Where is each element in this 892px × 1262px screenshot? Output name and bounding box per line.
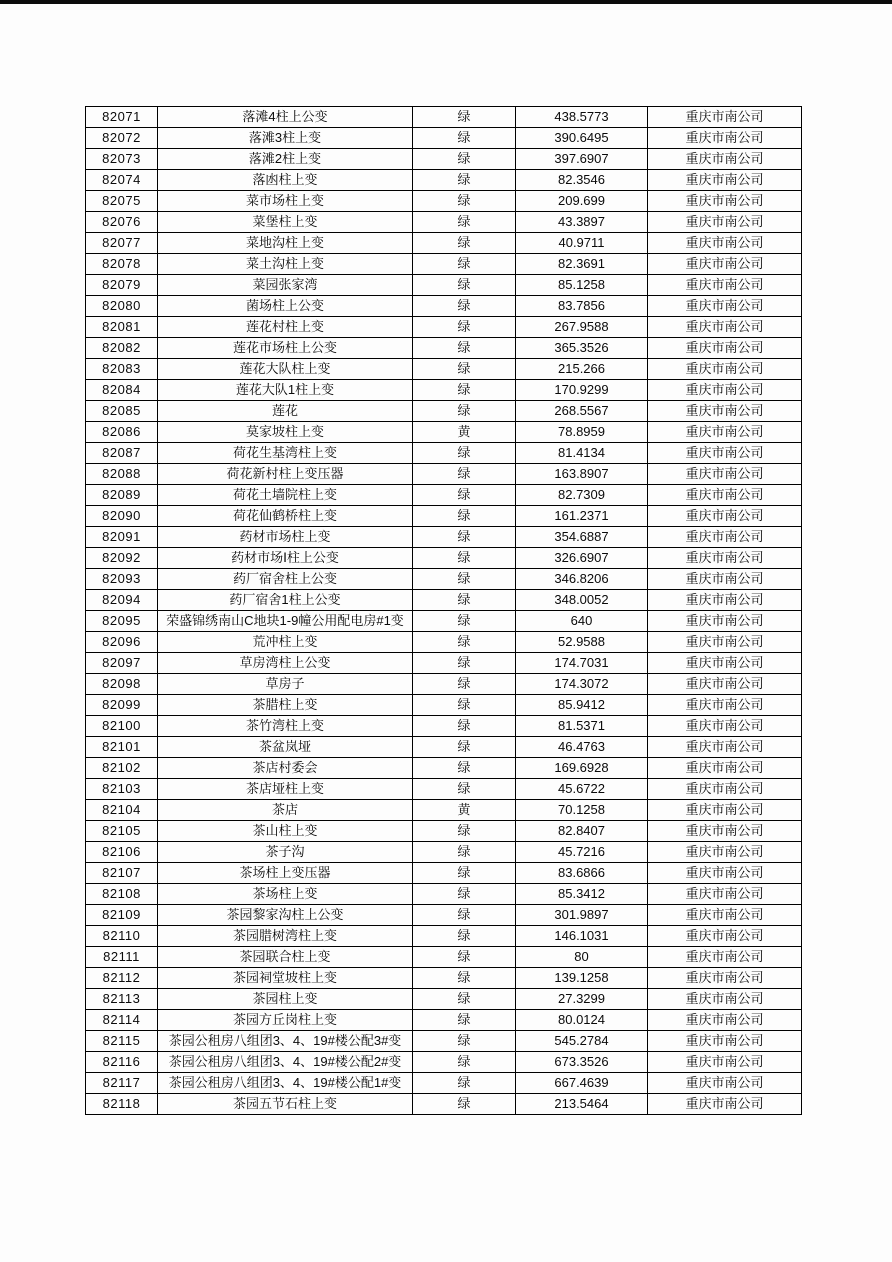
cell-status: 绿 xyxy=(413,632,516,653)
cell-status: 绿 xyxy=(413,128,516,149)
table-row xyxy=(86,317,802,338)
cell-status: 绿 xyxy=(413,1073,516,1094)
cell-value: 161.2371 xyxy=(516,506,648,527)
cell-name: 茶园公租房八组团3、4、19#楼公配2#变 xyxy=(158,1052,413,1073)
table-row xyxy=(86,1010,802,1031)
table-row xyxy=(86,170,802,191)
cell-status: 绿 xyxy=(413,926,516,947)
cell-name: 荷花土墙院柱上变 xyxy=(158,485,413,506)
cell-status: 绿 xyxy=(413,1010,516,1031)
cell-company: 重庆市南公司 xyxy=(648,254,802,275)
cell-id: 82109 xyxy=(86,905,158,926)
cell-status: 绿 xyxy=(413,863,516,884)
table-row xyxy=(86,947,802,968)
cell-company: 重庆市南公司 xyxy=(648,527,802,548)
table-row xyxy=(86,800,802,821)
cell-value: 667.4639 xyxy=(516,1073,648,1094)
cell-value: 81.5371 xyxy=(516,716,648,737)
cell-value: 43.3897 xyxy=(516,212,648,233)
table-row xyxy=(86,758,802,779)
cell-status: 绿 xyxy=(413,674,516,695)
cell-company: 重庆市南公司 xyxy=(648,1073,802,1094)
cell-id: 82088 xyxy=(86,464,158,485)
cell-value: 209.699 xyxy=(516,191,648,212)
cell-company: 重庆市南公司 xyxy=(648,716,802,737)
cell-id: 82113 xyxy=(86,989,158,1010)
cell-value: 81.4134 xyxy=(516,443,648,464)
cell-id: 82096 xyxy=(86,632,158,653)
cell-company: 重庆市南公司 xyxy=(648,149,802,170)
cell-status: 绿 xyxy=(413,611,516,632)
cell-status: 绿 xyxy=(413,107,516,128)
table-row xyxy=(86,716,802,737)
table-row xyxy=(86,1073,802,1094)
cell-id: 82094 xyxy=(86,590,158,611)
cell-company: 重庆市南公司 xyxy=(648,758,802,779)
cell-company: 重庆市南公司 xyxy=(648,947,802,968)
cell-id: 82112 xyxy=(86,968,158,989)
table-row xyxy=(86,968,802,989)
cell-status: 绿 xyxy=(413,968,516,989)
cell-name: 茶园腊树湾柱上变 xyxy=(158,926,413,947)
cell-status: 绿 xyxy=(413,338,516,359)
cell-company: 重庆市南公司 xyxy=(648,779,802,800)
cell-status: 绿 xyxy=(413,212,516,233)
cell-company: 重庆市南公司 xyxy=(648,1094,802,1115)
cell-company: 重庆市南公司 xyxy=(648,506,802,527)
cell-value: 85.1258 xyxy=(516,275,648,296)
cell-value: 673.3526 xyxy=(516,1052,648,1073)
cell-name: 莲花村柱上变 xyxy=(158,317,413,338)
cell-id: 82091 xyxy=(86,527,158,548)
table-row xyxy=(86,779,802,800)
cell-id: 82105 xyxy=(86,821,158,842)
cell-company: 重庆市南公司 xyxy=(648,233,802,254)
cell-company: 重庆市南公司 xyxy=(648,884,802,905)
cell-company: 重庆市南公司 xyxy=(648,1010,802,1031)
cell-name: 茶园联合柱上变 xyxy=(158,947,413,968)
table-row xyxy=(86,989,802,1010)
cell-company: 重庆市南公司 xyxy=(648,653,802,674)
table-row xyxy=(86,590,802,611)
cell-company: 重庆市南公司 xyxy=(648,443,802,464)
cell-value: 52.9588 xyxy=(516,632,648,653)
cell-id: 82085 xyxy=(86,401,158,422)
cell-status: 绿 xyxy=(413,191,516,212)
cell-status: 绿 xyxy=(413,821,516,842)
cell-id: 82107 xyxy=(86,863,158,884)
cell-name: 茶店 xyxy=(158,800,413,821)
cell-status: 绿 xyxy=(413,170,516,191)
table-row xyxy=(86,254,802,275)
cell-company: 重庆市南公司 xyxy=(648,968,802,989)
table-container xyxy=(85,106,802,1115)
cell-company: 重庆市南公司 xyxy=(648,632,802,653)
cell-company: 重庆市南公司 xyxy=(648,905,802,926)
table-row xyxy=(86,527,802,548)
cell-id: 82114 xyxy=(86,1010,158,1031)
cell-status: 绿 xyxy=(413,1094,516,1115)
cell-name: 菜堡柱上变 xyxy=(158,212,413,233)
cell-name: 药厂宿舍1柱上公变 xyxy=(158,590,413,611)
cell-status: 绿 xyxy=(413,548,516,569)
cell-name: 落凼柱上变 xyxy=(158,170,413,191)
cell-company: 重庆市南公司 xyxy=(648,926,802,947)
table-row xyxy=(86,632,802,653)
cell-id: 82090 xyxy=(86,506,158,527)
cell-name: 茶场柱上变压器 xyxy=(158,863,413,884)
cell-id: 82087 xyxy=(86,443,158,464)
cell-id: 82080 xyxy=(86,296,158,317)
table-row xyxy=(86,233,802,254)
cell-value: 163.8907 xyxy=(516,464,648,485)
cell-status: 绿 xyxy=(413,296,516,317)
cell-value: 301.9897 xyxy=(516,905,648,926)
cell-name: 落滩4柱上公变 xyxy=(158,107,413,128)
cell-status: 绿 xyxy=(413,779,516,800)
cell-name: 菜园张家湾 xyxy=(158,275,413,296)
cell-value: 438.5773 xyxy=(516,107,648,128)
cell-value: 545.2784 xyxy=(516,1031,648,1052)
cell-value: 174.7031 xyxy=(516,653,648,674)
table-row xyxy=(86,1094,802,1115)
cell-status: 绿 xyxy=(413,989,516,1010)
cell-id: 82102 xyxy=(86,758,158,779)
cell-company: 重庆市南公司 xyxy=(648,863,802,884)
cell-value: 83.6866 xyxy=(516,863,648,884)
table-row xyxy=(86,821,802,842)
cell-value: 326.6907 xyxy=(516,548,648,569)
cell-status: 绿 xyxy=(413,149,516,170)
table-row xyxy=(86,191,802,212)
cell-name: 茶场柱上变 xyxy=(158,884,413,905)
cell-value: 80 xyxy=(516,947,648,968)
cell-id: 82118 xyxy=(86,1094,158,1115)
cell-status: 绿 xyxy=(413,506,516,527)
cell-company: 重庆市南公司 xyxy=(648,800,802,821)
cell-name: 菜地沟柱上变 xyxy=(158,233,413,254)
cell-name: 草房子 xyxy=(158,674,413,695)
cell-name: 荒冲柱上变 xyxy=(158,632,413,653)
cell-id: 82108 xyxy=(86,884,158,905)
cell-value: 85.9412 xyxy=(516,695,648,716)
cell-company: 重庆市南公司 xyxy=(648,359,802,380)
cell-status: 绿 xyxy=(413,254,516,275)
cell-value: 82.3691 xyxy=(516,254,648,275)
cell-id: 82079 xyxy=(86,275,158,296)
cell-id: 82083 xyxy=(86,359,158,380)
cell-value: 268.5567 xyxy=(516,401,648,422)
cell-company: 重庆市南公司 xyxy=(648,842,802,863)
cell-status: 绿 xyxy=(413,884,516,905)
cell-name: 落滩2柱上变 xyxy=(158,149,413,170)
table-row xyxy=(86,149,802,170)
table-row xyxy=(86,1031,802,1052)
cell-name: 荣盛锦绣南山C地块1-9幢公用配电房#1变 xyxy=(158,611,413,632)
cell-id: 82100 xyxy=(86,716,158,737)
cell-id: 82082 xyxy=(86,338,158,359)
cell-status: 绿 xyxy=(413,947,516,968)
cell-id: 82099 xyxy=(86,695,158,716)
cell-value: 215.266 xyxy=(516,359,648,380)
cell-id: 82086 xyxy=(86,422,158,443)
cell-status: 绿 xyxy=(413,275,516,296)
table-row xyxy=(86,485,802,506)
cell-id: 82097 xyxy=(86,653,158,674)
table-row xyxy=(86,548,802,569)
cell-status: 绿 xyxy=(413,1031,516,1052)
cell-name: 茶园五节石柱上变 xyxy=(158,1094,413,1115)
cell-company: 重庆市南公司 xyxy=(648,275,802,296)
table-row xyxy=(86,569,802,590)
cell-value: 213.5464 xyxy=(516,1094,648,1115)
cell-id: 82115 xyxy=(86,1031,158,1052)
cell-value: 346.8206 xyxy=(516,569,648,590)
cell-id: 82101 xyxy=(86,737,158,758)
cell-name: 茶店村委会 xyxy=(158,758,413,779)
cell-company: 重庆市南公司 xyxy=(648,464,802,485)
table-row xyxy=(86,107,802,128)
table-row xyxy=(86,695,802,716)
cell-name: 药材市场Ⅰ柱上公变 xyxy=(158,548,413,569)
table-row xyxy=(86,128,802,149)
cell-value: 169.6928 xyxy=(516,758,648,779)
cell-value: 46.4763 xyxy=(516,737,648,758)
table-row xyxy=(86,1052,802,1073)
cell-value: 27.3299 xyxy=(516,989,648,1010)
cell-value: 139.1258 xyxy=(516,968,648,989)
cell-status: 绿 xyxy=(413,527,516,548)
cell-value: 267.9588 xyxy=(516,317,648,338)
cell-status: 绿 xyxy=(413,380,516,401)
cell-id: 82084 xyxy=(86,380,158,401)
cell-name: 茶园祠堂坡柱上变 xyxy=(158,968,413,989)
cell-name: 莲花市场柱上公变 xyxy=(158,338,413,359)
cell-value: 640 xyxy=(516,611,648,632)
table-row xyxy=(86,296,802,317)
cell-id: 82077 xyxy=(86,233,158,254)
cell-id: 82106 xyxy=(86,842,158,863)
cell-name: 茶盆岚垭 xyxy=(158,737,413,758)
table-row xyxy=(86,422,802,443)
cell-name: 茶园公租房八组团3、4、19#楼公配1#变 xyxy=(158,1073,413,1094)
cell-id: 82095 xyxy=(86,611,158,632)
cell-id: 82089 xyxy=(86,485,158,506)
cell-id: 82098 xyxy=(86,674,158,695)
table-row xyxy=(86,401,802,422)
cell-status: 黄 xyxy=(413,422,516,443)
cell-value: 348.0052 xyxy=(516,590,648,611)
cell-name: 荷花仙鹤桥柱上变 xyxy=(158,506,413,527)
cell-name: 草房湾柱上公变 xyxy=(158,653,413,674)
cell-company: 重庆市南公司 xyxy=(648,128,802,149)
cell-name: 茶山柱上变 xyxy=(158,821,413,842)
cell-company: 重庆市南公司 xyxy=(648,485,802,506)
cell-status: 绿 xyxy=(413,737,516,758)
table-row xyxy=(86,653,802,674)
cell-name: 荷花生基湾柱上变 xyxy=(158,443,413,464)
cell-name: 菜土沟柱上变 xyxy=(158,254,413,275)
cell-status: 绿 xyxy=(413,359,516,380)
cell-company: 重庆市南公司 xyxy=(648,107,802,128)
cell-name: 菌场柱上公变 xyxy=(158,296,413,317)
table-row xyxy=(86,674,802,695)
cell-company: 重庆市南公司 xyxy=(648,611,802,632)
cell-name: 莲花 xyxy=(158,401,413,422)
cell-company: 重庆市南公司 xyxy=(648,191,802,212)
table-row xyxy=(86,359,802,380)
cell-company: 重庆市南公司 xyxy=(648,989,802,1010)
cell-status: 绿 xyxy=(413,842,516,863)
cell-id: 82117 xyxy=(86,1073,158,1094)
cell-value: 40.9711 xyxy=(516,233,648,254)
cell-status: 黄 xyxy=(413,800,516,821)
table-row xyxy=(86,611,802,632)
cell-value: 45.7216 xyxy=(516,842,648,863)
cell-value: 82.3546 xyxy=(516,170,648,191)
cell-value: 82.7309 xyxy=(516,485,648,506)
cell-value: 45.6722 xyxy=(516,779,648,800)
cell-name: 荷花新村柱上变压器 xyxy=(158,464,413,485)
cell-status: 绿 xyxy=(413,317,516,338)
cell-company: 重庆市南公司 xyxy=(648,401,802,422)
cell-company: 重庆市南公司 xyxy=(648,695,802,716)
cell-status: 绿 xyxy=(413,443,516,464)
cell-id: 82104 xyxy=(86,800,158,821)
cell-name: 茶店垭柱上变 xyxy=(158,779,413,800)
cell-name: 莫家坡柱上变 xyxy=(158,422,413,443)
cell-company: 重庆市南公司 xyxy=(648,212,802,233)
cell-status: 绿 xyxy=(413,569,516,590)
cell-name: 茶竹湾柱上变 xyxy=(158,716,413,737)
cell-name: 药厂宿舍柱上公变 xyxy=(158,569,413,590)
cell-id: 82116 xyxy=(86,1052,158,1073)
cell-value: 82.8407 xyxy=(516,821,648,842)
cell-id: 82075 xyxy=(86,191,158,212)
cell-company: 重庆市南公司 xyxy=(648,296,802,317)
cell-company: 重庆市南公司 xyxy=(648,821,802,842)
cell-company: 重庆市南公司 xyxy=(648,338,802,359)
table-row xyxy=(86,905,802,926)
cell-status: 绿 xyxy=(413,695,516,716)
cell-company: 重庆市南公司 xyxy=(648,548,802,569)
cell-company: 重庆市南公司 xyxy=(648,1031,802,1052)
cell-status: 绿 xyxy=(413,716,516,737)
cell-id: 82111 xyxy=(86,947,158,968)
table-row xyxy=(86,884,802,905)
cell-id: 82093 xyxy=(86,569,158,590)
table-row xyxy=(86,737,802,758)
cell-status: 绿 xyxy=(413,485,516,506)
cell-name: 药材市场柱上变 xyxy=(158,527,413,548)
cell-value: 70.1258 xyxy=(516,800,648,821)
cell-company: 重庆市南公司 xyxy=(648,674,802,695)
cell-value: 365.3526 xyxy=(516,338,648,359)
table-row xyxy=(86,842,802,863)
cell-id: 82110 xyxy=(86,926,158,947)
table-row xyxy=(86,863,802,884)
cell-value: 170.9299 xyxy=(516,380,648,401)
cell-status: 绿 xyxy=(413,905,516,926)
cell-id: 82074 xyxy=(86,170,158,191)
cell-value: 85.3412 xyxy=(516,884,648,905)
cell-company: 重庆市南公司 xyxy=(648,422,802,443)
cell-name: 茶子沟 xyxy=(158,842,413,863)
cell-status: 绿 xyxy=(413,590,516,611)
cell-company: 重庆市南公司 xyxy=(648,737,802,758)
cell-status: 绿 xyxy=(413,233,516,254)
cell-name: 茶园柱上变 xyxy=(158,989,413,1010)
cell-value: 354.6887 xyxy=(516,527,648,548)
cell-name: 茶园方丘岗柱上变 xyxy=(158,1010,413,1031)
table-row xyxy=(86,212,802,233)
cell-company: 重庆市南公司 xyxy=(648,317,802,338)
table-row xyxy=(86,464,802,485)
cell-name: 茶园公租房八组团3、4、19#楼公配3#变 xyxy=(158,1031,413,1052)
cell-name: 莲花大队1柱上变 xyxy=(158,380,413,401)
cell-name: 茶腊柱上变 xyxy=(158,695,413,716)
cell-value: 80.0124 xyxy=(516,1010,648,1031)
cell-id: 82103 xyxy=(86,779,158,800)
table-row xyxy=(86,443,802,464)
cell-company: 重庆市南公司 xyxy=(648,170,802,191)
cell-id: 82092 xyxy=(86,548,158,569)
transformer-table xyxy=(85,106,802,1115)
cell-value: 397.6907 xyxy=(516,149,648,170)
cell-status: 绿 xyxy=(413,464,516,485)
cell-id: 82072 xyxy=(86,128,158,149)
cell-value: 146.1031 xyxy=(516,926,648,947)
cell-company: 重庆市南公司 xyxy=(648,569,802,590)
cell-name: 莲花大队柱上变 xyxy=(158,359,413,380)
cell-name: 落滩3柱上变 xyxy=(158,128,413,149)
cell-status: 绿 xyxy=(413,1052,516,1073)
cell-name: 菜市场柱上变 xyxy=(158,191,413,212)
cell-company: 重庆市南公司 xyxy=(648,590,802,611)
cell-value: 78.8959 xyxy=(516,422,648,443)
cell-company: 重庆市南公司 xyxy=(648,1052,802,1073)
cell-id: 82078 xyxy=(86,254,158,275)
cell-name: 茶园黎家沟柱上公变 xyxy=(158,905,413,926)
cell-value: 174.3072 xyxy=(516,674,648,695)
cell-value: 390.6495 xyxy=(516,128,648,149)
table-row xyxy=(86,506,802,527)
cell-status: 绿 xyxy=(413,758,516,779)
cell-id: 82073 xyxy=(86,149,158,170)
table-row xyxy=(86,275,802,296)
cell-id: 82081 xyxy=(86,317,158,338)
cell-value: 83.7856 xyxy=(516,296,648,317)
cell-id: 82076 xyxy=(86,212,158,233)
table-row xyxy=(86,926,802,947)
top-edge-bar xyxy=(0,0,892,4)
table-row xyxy=(86,380,802,401)
cell-company: 重庆市南公司 xyxy=(648,380,802,401)
cell-id: 82071 xyxy=(86,107,158,128)
table-row xyxy=(86,338,802,359)
cell-status: 绿 xyxy=(413,653,516,674)
cell-status: 绿 xyxy=(413,401,516,422)
